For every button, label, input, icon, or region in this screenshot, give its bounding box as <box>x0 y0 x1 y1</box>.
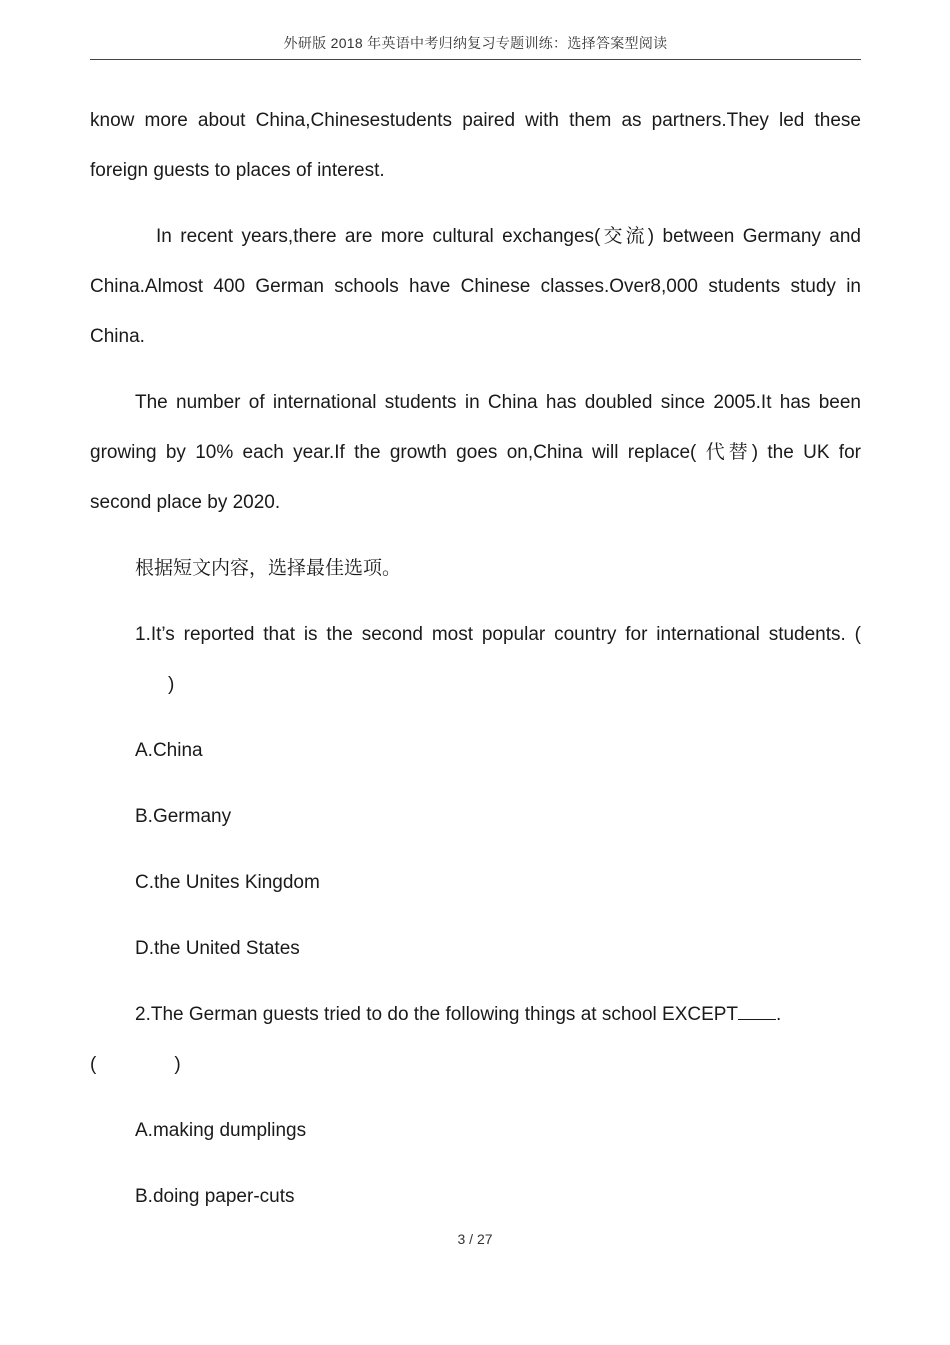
document-body <box>90 96 861 1222</box>
q1-option-b: B.Germany <box>135 806 232 827</box>
question-1-paren-close: ) <box>168 674 175 695</box>
passage-paragraph-2: In recent years,there are more cultural exchanges(交流) between Germany and China.Almost 400 German schools have Chinese classes.Over8,000 students study in China. <box>90 226 861 347</box>
fill-in-underline <box>738 1001 776 1020</box>
question-2-paren-open: ( <box>90 1054 97 1075</box>
passage-paragraph-3: The number of international students in China has doubled since 2005.It has been growing by 10% each year.If the growth goes on,China will replace( 代替) the UK for second place by 2020. <box>90 392 861 513</box>
question-1-text: 1.It’s reported that is the second most popular country for international students. ( <box>135 624 861 645</box>
passage-paragraph-1: know more about China,Chinesestudents paired with them as partners.They led these foreign guests to places of interest. <box>90 110 861 181</box>
question-2-text: 2.The German guests tried to do the following things at school EXCEPT <box>135 1004 739 1025</box>
q1-option-c: C.the Unites Kingdom <box>135 872 320 893</box>
page-number: 3 / 27 <box>457 1231 493 1247</box>
header-divider <box>90 59 861 60</box>
q2-option-b: B.doing paper-cuts <box>135 1186 295 1207</box>
page-header: 外研版 2018 年英语中考归纳复习专题训练：选择答案型阅读 <box>283 35 668 51</box>
question-2-period: . <box>776 1004 782 1025</box>
instruction-text: 根据短文内容，选择最佳选项。 <box>135 558 402 579</box>
question-2-paren-close: ) <box>174 1054 181 1075</box>
q2-option-a: A.making dumplings <box>135 1120 307 1141</box>
question-2-stem <box>90 990 861 1090</box>
question-1-stem <box>90 610 861 710</box>
q1-option-a: A.China <box>135 740 203 761</box>
q1-option-d: D.the United States <box>135 938 300 959</box>
